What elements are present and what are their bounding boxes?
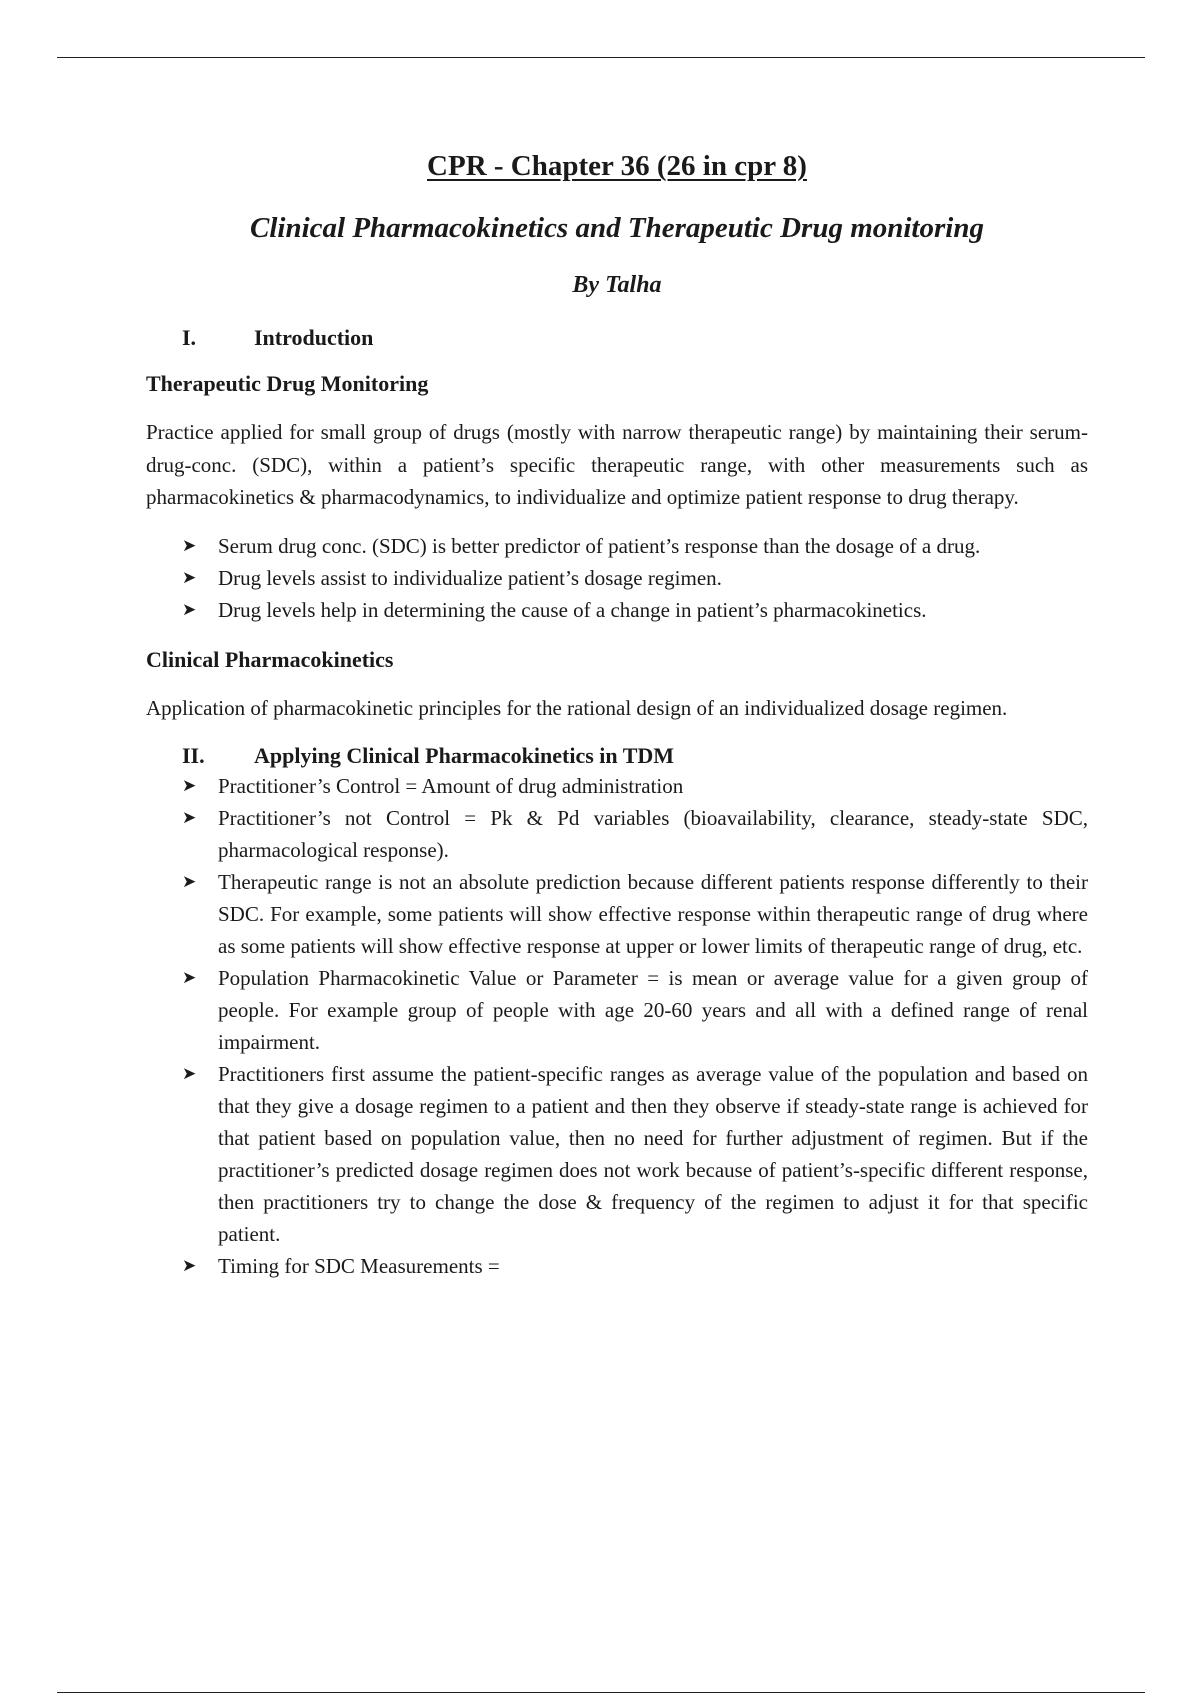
arrowhead-bullet-icon: ➤ <box>182 968 197 988</box>
section-1-heading <box>146 322 1088 354</box>
tdm-paragraph: Practice applied for small group of drugs (mostly with narrow therapeutic range) by maintaining their serum-drug-conc. (SDC), within a patient’s specific therapeutic range, with other measurements such as pharmacokinetics & pharmacodynamics, to individualize and optimize patient response to drug therapy. <box>146 420 1088 509</box>
document-page <box>146 140 1088 1282</box>
arrowhead-bullet-icon: ➤ <box>182 567 197 588</box>
list-item: ➤ Drug levels assist to individualize patient’s dosage regimen. <box>218 562 1088 594</box>
document-subtitle: Clinical Pharmacokinetics and Therapeutic Drug monitoring <box>250 212 984 244</box>
section-1-number: I. <box>182 325 197 350</box>
list-item: ➤ Timing for SDC Measurements = <box>218 1250 1088 1282</box>
section-2-heading <box>146 740 1088 772</box>
arrowhead-bullet-icon: ➤ <box>182 1064 197 1084</box>
list-item: ➤ Serum drug conc. (SDC) is better predictor of patient’s response than the dosage of a drug. <box>218 530 1088 562</box>
arrowhead-bullet-icon: ➤ <box>182 1256 197 1276</box>
arrowhead-bullet-icon: ➤ <box>182 808 197 828</box>
section-1-title: Introduction <box>254 325 374 350</box>
tdm-heading: Therapeutic Drug Monitoring <box>146 371 429 396</box>
tdm-application-bullet-list <box>146 770 1088 1282</box>
arrowhead-bullet-icon: ➤ <box>182 599 197 620</box>
list-item: ➤ Population Pharmacokinetic Value or Parameter = is mean or average value for a given group of people. For example group of people with age 20-60 years and all with a defined range of renal impairment. <box>218 962 1088 1058</box>
section-2-title: Applying Clinical Pharmacokinetics in TDM <box>254 743 675 768</box>
top-rule <box>57 57 1145 58</box>
section-2-number: II. <box>182 743 205 768</box>
arrowhead-bullet-icon: ➤ <box>182 776 197 796</box>
list-item: ➤ Practitioner’s not Control = Pk & Pd variables (bioavailability, clearance, steady-state SDC, pharmacological response). <box>218 802 1088 866</box>
document-title: CPR - Chapter 36 (26 in cpr 8) <box>427 150 807 182</box>
arrowhead-bullet-icon: ➤ <box>182 872 197 892</box>
list-item: ➤ Therapeutic range is not an absolute prediction because different patients response differently to their SDC. For example, some patients will show effective response within therapeutic range of drug where as some patients will show effective response at upper or lower limits of therapeutic range of drug, etc. <box>218 866 1088 962</box>
arrowhead-bullet-icon: ➤ <box>182 535 197 556</box>
cp-paragraph: Application of pharmacokinetic principles for the rational design of an individualized dosage regimen. <box>146 695 1008 720</box>
list-item: ➤ Practitioner’s Control = Amount of drug administration <box>218 770 1088 802</box>
list-item: ➤ Drug levels help in determining the cause of a change in patient’s pharmacokinetics. <box>218 594 1088 626</box>
author-byline: By Talha <box>572 272 662 298</box>
list-item: ➤ Practitioners first assume the patient-specific ranges as average value of the population and based on that they give a dosage regimen to a patient and then they observe if steady-state range is achieved for that patient based on population value, then no need for further adjustment of regimen. But if the practitioner’s predicted dosage regimen does not work because of patient’s-specific different response, then practitioners try to change the dose & frequency of the regimen to adjust it for that specific patient. <box>218 1058 1088 1250</box>
bottom-rule <box>57 1692 1145 1693</box>
cp-heading: Clinical Pharmacokinetics <box>146 646 394 672</box>
tdm-bullet-list <box>146 530 1088 626</box>
